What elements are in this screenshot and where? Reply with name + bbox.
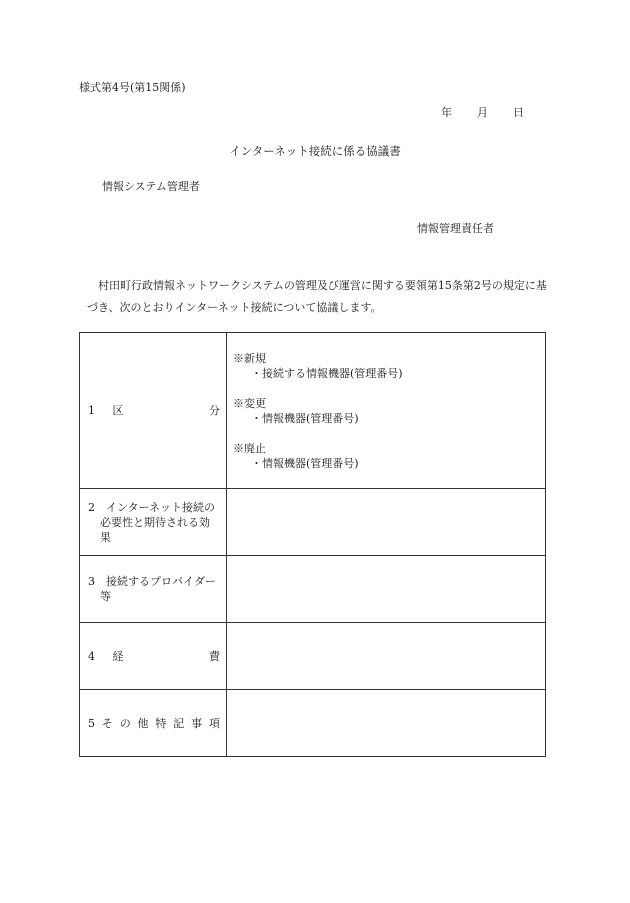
provider-label-line1: 3 接続するプロバイダー: [88, 575, 216, 588]
notes-char: 項: [208, 716, 220, 730]
date-year: 年: [441, 106, 452, 119]
form-number: 様式第4号(第15関係): [79, 81, 186, 94]
document-title: インターネット接続に係る協議書: [229, 144, 401, 158]
category-label-b: 分: [209, 404, 220, 417]
notes-char: 他: [137, 716, 149, 730]
option-change-item: ・情報機器(管理番号): [251, 411, 359, 425]
necessity-value: [227, 489, 546, 556]
notes-value: [227, 690, 546, 757]
date-month: 月: [477, 106, 488, 119]
option-abolish-heading: ※廃止: [233, 441, 266, 455]
table-row-provider: [80, 556, 546, 623]
category-number: 1: [88, 404, 95, 417]
option-change-heading: ※変更: [233, 396, 266, 410]
category-label-a: 区: [112, 404, 124, 417]
cost-number: 4: [88, 649, 95, 663]
notes-char: そ: [101, 716, 113, 730]
notes-char: の: [119, 716, 131, 730]
provider-label: [80, 556, 227, 623]
notes-char: 記: [173, 716, 185, 730]
notes-label: [80, 690, 227, 757]
notes-char: 事: [191, 716, 203, 730]
date-day: 日: [513, 106, 524, 119]
provider-value: [227, 556, 546, 623]
necessity-label-line1: 2 インターネット接続の: [88, 500, 216, 514]
table-row-cost: [80, 623, 546, 690]
body-text: 村田町行政情報ネットワークシステムの管理及び運営に関する要領第15条第2号の規定に基づき、次のとおりインターネット接続について協議します。: [87, 279, 547, 314]
option-new-heading: ※新規: [233, 351, 266, 365]
option-abolish-item: ・情報機器(管理番号): [251, 456, 359, 470]
cost-label-a: 経: [112, 649, 124, 663]
table-row-category: [80, 333, 546, 489]
cost-label-b: 費: [209, 649, 220, 663]
notes-char: 5: [88, 716, 95, 730]
provider-label-line2: 等: [100, 590, 111, 603]
necessity-label-line2: 必要性と期待される効果: [100, 515, 210, 544]
category-options: [227, 333, 546, 489]
cost-label: [80, 623, 227, 690]
necessity-label: [80, 489, 227, 556]
table-row-notes: [80, 690, 546, 757]
sender: 情報管理責任者: [417, 222, 494, 235]
option-new-item: ・接続する情報機器(管理番号): [251, 366, 403, 380]
notes-char: 特: [155, 716, 167, 730]
date-line: [441, 106, 524, 120]
table-row-necessity: [80, 489, 546, 556]
cost-value: [227, 623, 546, 690]
consultation-table: [79, 332, 546, 757]
addressee: 情報システム管理者: [102, 180, 200, 193]
category-label: [80, 333, 227, 489]
